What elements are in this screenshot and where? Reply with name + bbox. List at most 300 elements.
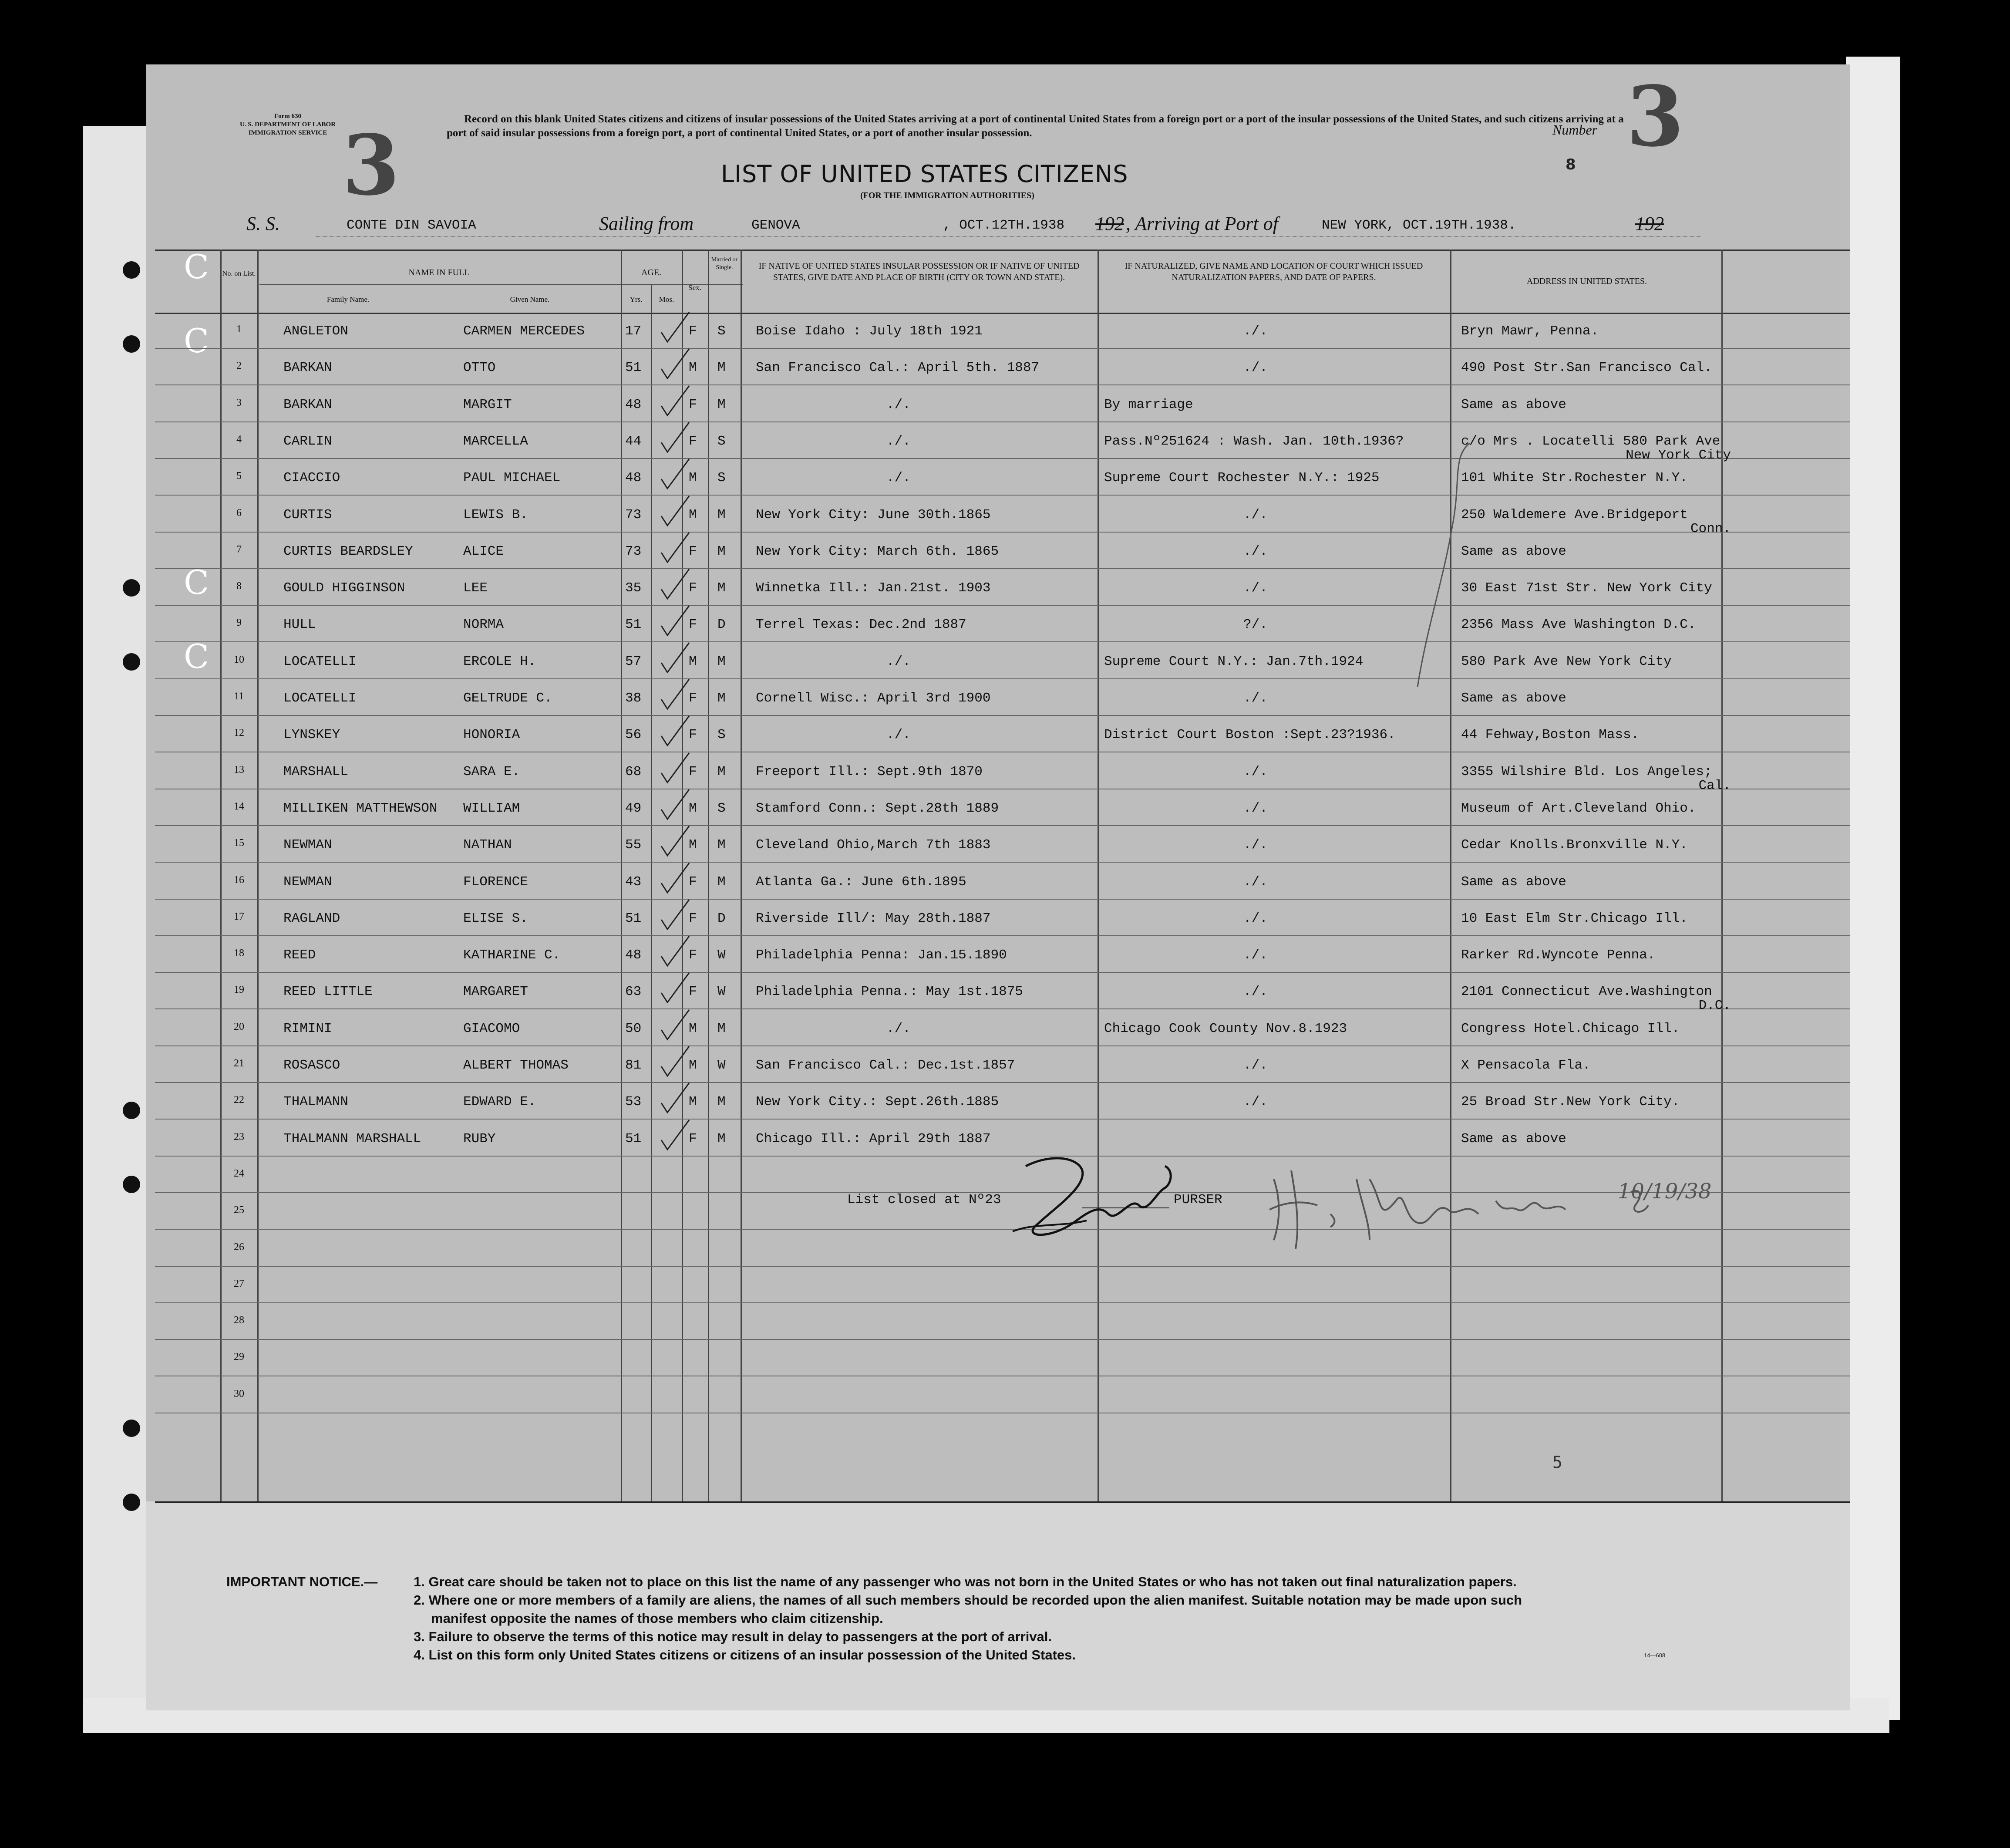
number-label: Number: [1552, 122, 1598, 138]
cell-ms: M: [717, 543, 726, 559]
cell-sex: M: [689, 800, 697, 816]
cell-addr: X Pensacola Fla.: [1461, 1058, 1591, 1073]
cell-nat: ./.: [1243, 948, 1268, 963]
cell-ms: M: [717, 397, 726, 412]
cell-ms: M: [717, 764, 726, 779]
cell-addr: 2356 Mass Ave Washington D.C.: [1461, 617, 1696, 633]
cell-no: 27: [234, 1278, 244, 1289]
row-rule: [155, 899, 1850, 900]
cell-sex: M: [689, 1058, 697, 1073]
check-mark: [658, 971, 693, 1010]
col-rule: [1721, 250, 1723, 1501]
cell-given: ERCOLE H.: [463, 654, 536, 669]
cell-given: KATHARINE C.: [463, 948, 561, 963]
row-rule: [155, 495, 1850, 496]
cell-nat: ./.: [1243, 911, 1268, 926]
cell-sex: F: [689, 764, 697, 779]
page-title: LIST OF UNITED STATES CITIZENS: [721, 160, 1128, 188]
cell-yrs: 55: [625, 837, 642, 853]
cell-addr-continued: Conn.: [1690, 521, 1731, 536]
check-mark: [658, 494, 693, 533]
cell-given: PAUL MICHAEL: [463, 470, 561, 486]
port-to: NEW YORK, OCT.19TH.1938.: [1322, 218, 1516, 233]
cell-addr: 25 Broad Str.New York City.: [1461, 1094, 1680, 1110]
row-rule: [155, 862, 1850, 863]
cell-given: LEE: [463, 580, 488, 596]
col-rule: [741, 250, 742, 1501]
page-number: 5: [1552, 1453, 1562, 1472]
check-mark: [658, 421, 693, 460]
cell-ms: M: [717, 1094, 726, 1110]
cell-yrs: 56: [625, 727, 642, 743]
row-rule: [155, 935, 1850, 936]
cell-no: 22: [234, 1094, 244, 1106]
cell-ms: M: [717, 507, 726, 523]
binder-hole: [123, 1494, 140, 1511]
cell-given: EDWARD E.: [463, 1094, 536, 1110]
col-rule: [1450, 250, 1451, 1501]
cell-family: REED: [283, 948, 316, 963]
cell-birth: San Francisco Cal.: Dec.1st.1857: [756, 1058, 1015, 1073]
cell-family: ROSASCO: [283, 1058, 340, 1073]
cell-no: 12: [234, 727, 244, 739]
cell-given: WILLIAM: [463, 800, 520, 816]
cell-addr: 30 East 71st Str. New York City: [1461, 580, 1712, 596]
cell-ms: S: [717, 800, 726, 816]
cell-birth: ./.: [886, 727, 911, 743]
cell-birth: Cleveland Ohio,March 7th 1883: [756, 837, 991, 853]
cell-birth: Winnetka Ill.: Jan.21st. 1903: [756, 580, 991, 596]
check-mark: [658, 678, 693, 717]
cell-nat: ./.: [1243, 1058, 1268, 1073]
cell-given: OTTO: [463, 360, 496, 376]
cell-sex: F: [689, 984, 697, 1000]
cell-family: BARKAN: [283, 360, 332, 376]
cell-ms: M: [717, 654, 726, 669]
ring-mark: C: [184, 637, 209, 676]
check-mark: [658, 567, 693, 607]
cell-nat: ./.: [1243, 543, 1268, 559]
cell-sex: F: [689, 874, 697, 890]
header-mos: Mos.: [659, 295, 674, 304]
check-mark: [658, 751, 693, 790]
cell-yrs: 43: [625, 874, 642, 890]
cell-yrs: 73: [625, 507, 642, 523]
cell-birth: Philadelphia Penna.: May 1st.1875: [756, 984, 1023, 1000]
cell-yrs: 51: [625, 617, 642, 633]
row-rule: [155, 1008, 1850, 1009]
cell-addr: 44 Fehway,Boston Mass.: [1461, 727, 1640, 743]
cell-ms: W: [717, 984, 726, 1000]
record-instructions: Record on this blank United States citizens and citizens of insular possessions of the United States arriving at a port of continental United States from a foreign port or a port of the insular possessions of the United States, and such citizens arriving at a port of said insular possessions from a foreign port, a port of continental United States, or a port of another insular possession.: [447, 113, 1624, 139]
cell-nat: ./.: [1243, 800, 1268, 816]
cell-no: 3: [236, 397, 242, 408]
check-mark: [658, 641, 693, 680]
cell-nat: ./.: [1243, 1094, 1268, 1110]
cell-sex: F: [689, 1131, 697, 1147]
cell-yrs: 51: [625, 1131, 642, 1147]
notice-item-2: 2. Where one or more members of a family are aliens, the names of all such members should be recorded upon the alien manifest. Suitable notation may be made upon such: [414, 1592, 1522, 1608]
inspector-signature: [1261, 1153, 1653, 1258]
under-sheet-left: [83, 126, 152, 1720]
cell-nat: ./.: [1243, 874, 1268, 890]
cell-birth: ./.: [886, 397, 911, 412]
cell-family: LOCATELLI: [283, 691, 357, 706]
cell-family: BARKAN: [283, 397, 332, 412]
cell-nat: ./.: [1243, 580, 1268, 596]
row-rule: [155, 384, 1850, 385]
header-native-birth: IF NATIVE OF UNITED STATES INSULAR POSSESSION OR IF NATIVE OF UNITED STATES, GIVE DATE AND PLACE OF BIRTH (CITY OR TOWN AND STATE).: [758, 261, 1080, 282]
cell-no: 28: [234, 1315, 244, 1326]
cell-family: MARSHALL: [283, 764, 348, 779]
cell-yrs: 48: [625, 397, 642, 412]
cell-addr: 580 Park Ave New York City: [1461, 654, 1672, 669]
cell-birth: ./.: [886, 433, 911, 449]
form-number: Form 630: [274, 113, 302, 120]
cell-family: REED LITTLE: [283, 984, 373, 1000]
header-bottom-rule: [155, 313, 1850, 314]
cell-yrs: 63: [625, 984, 642, 1000]
cell-no: 24: [234, 1167, 244, 1179]
cell-family: HULL: [283, 617, 316, 633]
cell-family: RIMINI: [283, 1021, 332, 1036]
col-rule: [621, 250, 622, 1501]
cell-ms: D: [717, 911, 726, 926]
cell-ms: S: [717, 727, 726, 743]
check-mark: [658, 1081, 693, 1120]
port-from: GENOVA: [751, 218, 800, 233]
cell-nat: ./.: [1243, 507, 1268, 523]
cell-no: 2: [236, 360, 242, 372]
cell-birth: New York City: June 30th.1865: [756, 507, 991, 523]
cell-given: LEWIS B.: [463, 507, 528, 523]
cell-addr-continued: New York City: [1626, 447, 1731, 463]
cell-yrs: 38: [625, 691, 642, 706]
cell-ms: D: [717, 617, 726, 633]
cell-given: RUBY: [463, 1131, 496, 1147]
under-sheet-right: [1846, 57, 1900, 1720]
row-rule: [155, 715, 1850, 716]
header-yrs: Yrs.: [630, 295, 643, 304]
row-rule: [155, 1302, 1850, 1303]
cell-sex: F: [689, 433, 697, 449]
cell-sex: F: [689, 948, 697, 963]
cell-given: FLORENCE: [463, 874, 528, 890]
row-rule: [155, 641, 1850, 642]
cell-nat: By marriage: [1104, 397, 1193, 412]
row-rule: [155, 825, 1850, 826]
cell-addr: Same as above: [1461, 1131, 1566, 1147]
header-naturalized: IF NATURALIZED, GIVE NAME AND LOCATION OF COURT WHICH ISSUED NATURALIZATION PAPERS, AND DATE OF PAPERS.: [1125, 261, 1423, 282]
cell-addr: 101 White Str.Rochester N.Y.: [1461, 470, 1688, 486]
cell-sex: F: [689, 324, 697, 339]
check-mark: [658, 347, 693, 386]
check-mark: [658, 861, 693, 900]
notice-item-4: 4. List on this form only United States citizens or citizens of an insular possession of the United States.: [414, 1647, 1076, 1663]
cell-family: CARLIN: [283, 433, 332, 449]
cell-no: 25: [234, 1204, 244, 1216]
cell-birth: Stamford Conn.: Sept.28th 1889: [756, 800, 999, 816]
cell-yrs: 68: [625, 764, 642, 779]
cell-no: 6: [236, 507, 242, 519]
cell-birth: ./.: [886, 1021, 911, 1036]
cell-addr: 2101 Connecticut Ave.Washington: [1461, 984, 1712, 1000]
col-rule: [651, 284, 652, 1501]
row-rule: [155, 972, 1850, 973]
cell-addr: Museum of Art.Cleveland Ohio.: [1461, 800, 1696, 816]
cell-addr: 3355 Wilshire Bld. Los Angeles;: [1461, 764, 1712, 779]
cell-nat: Chicago Cook County Nov.8.1923: [1104, 1021, 1347, 1036]
binder-hole: [123, 579, 140, 597]
cell-birth: Atlanta Ga.: June 6th.1895: [756, 874, 966, 890]
binder-hole: [123, 1176, 140, 1193]
cell-nat: Supreme Court Rochester N.Y.: 1925: [1104, 470, 1380, 486]
cell-ms: M: [717, 691, 726, 706]
department: U. S. DEPARTMENT OF LABOR: [239, 121, 336, 128]
check-mark: [658, 310, 693, 350]
cell-family: ANGLETON: [283, 324, 348, 339]
table-bottom-rule: [155, 1501, 1850, 1503]
cell-sex: M: [689, 360, 697, 376]
cell-ms: S: [717, 470, 726, 486]
check-mark: [658, 457, 693, 496]
binder-hole: [123, 1420, 140, 1437]
cell-sex: M: [689, 1021, 697, 1036]
cell-birth: Chicago Ill.: April 29th 1887: [756, 1131, 991, 1147]
cell-ms: M: [717, 1021, 726, 1036]
cell-given: HONORIA: [463, 727, 520, 743]
binder-hole: [123, 653, 140, 671]
cell-no: 23: [234, 1131, 244, 1143]
cell-addr: Congress Hotel.Chicago Ill.: [1461, 1021, 1680, 1036]
cell-family: LYNSKEY: [283, 727, 340, 743]
cell-family: RAGLAND: [283, 911, 340, 926]
header-name-in-full: NAME IN FULL: [408, 268, 470, 277]
cell-nat: ./.: [1243, 360, 1268, 376]
inspector-date: 10/19/38: [1618, 1179, 1712, 1204]
cell-yrs: 73: [625, 543, 642, 559]
cell-addr: Same as above: [1461, 397, 1566, 412]
cell-addr: 490 Post Str.San Francisco Cal.: [1461, 360, 1712, 376]
cell-no: 4: [236, 433, 242, 445]
corner-number: 3: [342, 117, 400, 214]
cell-no: 21: [234, 1058, 244, 1069]
header-age: AGE.: [641, 268, 662, 277]
check-mark: [658, 788, 693, 827]
cell-addr: Same as above: [1461, 874, 1566, 890]
cell-given: NATHAN: [463, 837, 512, 853]
cell-given: MARGARET: [463, 984, 528, 1000]
notice-label: IMPORTANT NOTICE.—: [226, 1574, 378, 1589]
cell-addr-continued: Cal.: [1698, 778, 1731, 793]
cell-family: NEWMAN: [283, 837, 332, 853]
row-rule: [155, 1045, 1850, 1046]
cell-nat: ./.: [1243, 984, 1268, 1000]
cell-given: MARCELLA: [463, 433, 528, 449]
cell-no: 1: [236, 324, 242, 335]
cell-sex: F: [689, 543, 697, 559]
cell-yrs: 49: [625, 800, 642, 816]
cell-addr: Bryn Mawr, Penna.: [1461, 324, 1599, 339]
cell-yrs: 51: [625, 360, 642, 376]
cell-no: 14: [234, 800, 244, 812]
cell-yrs: 57: [625, 654, 642, 669]
cell-family: LOCATELLI: [283, 654, 357, 669]
cell-birth: Terrel Texas: Dec.2nd 1887: [756, 617, 966, 633]
cell-sex: M: [689, 837, 697, 853]
binder-hole: [123, 335, 140, 353]
cell-sex: F: [689, 727, 697, 743]
cell-yrs: 48: [625, 470, 642, 486]
cell-sex: F: [689, 617, 697, 633]
cell-no: 11: [234, 691, 244, 702]
cell-given: ALICE: [463, 543, 504, 559]
check-mark: [658, 898, 693, 937]
margin-bracket: [1400, 439, 1478, 691]
check-mark: [658, 384, 693, 423]
header-family-name: Family Name.: [327, 295, 370, 304]
notice-item-3: 3. Failure to observe the terms of this notice may result in delay to passengers at the port of arrival.: [414, 1629, 1052, 1644]
cell-ms: W: [717, 1058, 726, 1073]
cell-nat: ?/.: [1243, 617, 1268, 633]
col-rule: [1098, 250, 1099, 1501]
year-prefix-1: 192: [1095, 213, 1124, 234]
cell-no: 29: [234, 1351, 244, 1363]
row-rule: [155, 1339, 1850, 1340]
cell-birth: Philadelphia Penna: Jan.15.1890: [756, 948, 1007, 963]
row-rule: [155, 678, 1850, 679]
purser-label: PURSER: [1174, 1192, 1222, 1207]
row-rule: [155, 1266, 1850, 1267]
cell-yrs: 44: [625, 433, 642, 449]
list-number: 3: [1626, 68, 1684, 165]
arriving-label: , Arriving at Port of: [1126, 213, 1278, 234]
cell-nat: ./.: [1243, 837, 1268, 853]
cell-no: 17: [234, 911, 244, 922]
cell-birth: New York City.: Sept.26th.1885: [756, 1094, 999, 1110]
check-mark: [658, 1045, 693, 1084]
cell-yrs: 51: [625, 911, 642, 926]
notice-item-2-cont: manifest opposite the names of those members who claim citizenship.: [431, 1611, 883, 1626]
cell-sex: M: [689, 470, 697, 486]
cell-family: CURTIS: [283, 507, 332, 523]
page-subtitle: (FOR THE IMMIGRATION AUTHORITIES): [860, 191, 1034, 200]
ring-mark: C: [184, 321, 209, 360]
cell-nat: District Court Boston :Sept.23?1936.: [1104, 727, 1396, 743]
manifest-sheet: [146, 64, 1850, 1710]
col-rule: [257, 250, 259, 1501]
year-prefix-2: 192: [1635, 213, 1664, 234]
cell-given: GIACOMO: [463, 1021, 520, 1036]
cell-sex: F: [689, 580, 697, 596]
cell-no: 20: [234, 1021, 244, 1032]
row-rule: [155, 532, 1850, 533]
cell-ms: M: [717, 580, 726, 596]
cell-ms: M: [717, 837, 726, 853]
cell-given: SARA E.: [463, 764, 520, 779]
cell-nat: Supreme Court N.Y.: Jan.7th.1924: [1104, 654, 1364, 669]
purser-signature: [1000, 1140, 1191, 1244]
row-rule: [155, 605, 1850, 606]
row-rule: [155, 568, 1850, 569]
cell-given: MARGIT: [463, 397, 512, 412]
row-rule: [155, 348, 1850, 349]
header-address: ADDRESS IN UNITED STATES.: [1526, 277, 1647, 286]
cell-family: MILLIKEN MATTHEWSON: [283, 800, 438, 816]
cell-ms: M: [717, 360, 726, 376]
cell-family: THALMANN: [283, 1094, 348, 1110]
cell-birth: ./.: [886, 654, 911, 669]
cell-yrs: 48: [625, 948, 642, 963]
cell-ms: S: [717, 324, 726, 339]
row-rule: [155, 1119, 1850, 1120]
date-from: , OCT.12TH.1938: [943, 218, 1065, 233]
cell-birth: ./.: [886, 470, 911, 486]
cell-no: 19: [234, 984, 244, 996]
cell-family: NEWMAN: [283, 874, 332, 890]
cell-addr: Same as above: [1461, 543, 1566, 559]
cell-sex: F: [689, 691, 697, 706]
cell-given: ALBERT THOMAS: [463, 1058, 569, 1073]
cell-no: 30: [234, 1388, 244, 1399]
cell-no: 9: [236, 617, 242, 629]
table-top-rule: [155, 250, 1850, 251]
cell-given: ELISE S.: [463, 911, 528, 926]
notice-item-1: 1. Great care should be taken not to place on this list the name of any passenger who was not born in the United States or who has not taken out final naturalization papers.: [414, 1574, 1517, 1589]
check-mark: [658, 604, 693, 643]
ring-mark: C: [184, 563, 209, 602]
form-id-block: [220, 112, 355, 137]
cell-sex: M: [689, 1094, 697, 1110]
check-mark: [658, 824, 693, 863]
check-mark: [658, 1008, 693, 1047]
cell-no: 5: [236, 470, 242, 482]
cell-birth: San Francisco Cal.: April 5th. 1887: [756, 360, 1040, 376]
voyage-underline: [316, 236, 1700, 237]
cell-nat: Pass.Nº251624 : Wash. Jan. 10th.1936?: [1104, 433, 1404, 449]
cell-yrs: 53: [625, 1094, 642, 1110]
cell-birth: Freeport Ill.: Sept.9th 1870: [756, 764, 983, 779]
cell-no: 16: [234, 874, 244, 886]
header-no-on-list: No. on List.: [222, 270, 256, 277]
service: IMMIGRATION SERVICE: [248, 129, 327, 136]
cell-nat: ./.: [1243, 691, 1268, 706]
header-sex: Sex.: [688, 283, 701, 292]
cell-no: 15: [234, 837, 244, 849]
cell-addr: Same as above: [1461, 691, 1566, 706]
cell-addr: Cedar Knolls.Bronxville N.Y.: [1461, 837, 1688, 853]
cell-family: THALMANN MARSHALL: [283, 1131, 421, 1147]
binder-hole: [123, 1102, 140, 1119]
cell-sex: F: [689, 911, 697, 926]
cell-no: 10: [234, 654, 244, 665]
col-rule: [708, 250, 709, 1501]
ss-label: S. S.: [246, 213, 280, 234]
cell-nat: ./.: [1243, 764, 1268, 779]
row-rule: [155, 458, 1850, 459]
cell-given: GELTRUDE C.: [463, 691, 552, 706]
cell-no: 18: [234, 948, 244, 959]
cell-family: CURTIS BEARDSLEY: [283, 543, 413, 559]
cell-sex: M: [689, 654, 697, 669]
cell-yrs: 81: [625, 1058, 642, 1073]
check-mark: [658, 1118, 693, 1157]
cell-addr: 10 East Elm Str.Chicago Ill.: [1461, 911, 1688, 926]
cell-addr: Rarker Rd.Wyncote Penna.: [1461, 948, 1656, 963]
check-mark: [658, 531, 693, 570]
check-mark: [658, 934, 693, 974]
row-rule: [155, 1082, 1850, 1083]
